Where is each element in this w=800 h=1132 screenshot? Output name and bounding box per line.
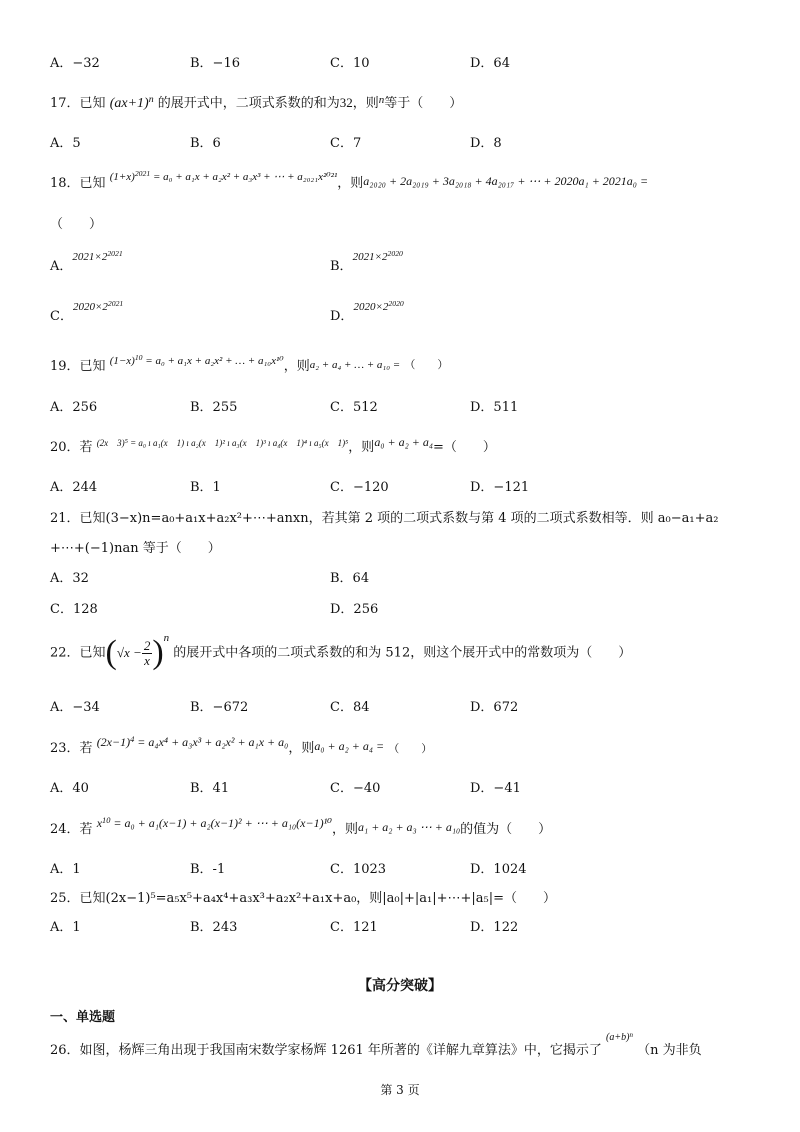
q22-option-c: C．84 [330, 700, 370, 715]
page-number: 第 3 页 [380, 1083, 420, 1097]
question-20 [50, 436, 496, 455]
q21-option-b: B．64 [330, 571, 370, 586]
q17-sum: 32 [339, 95, 353, 110]
question-22 [50, 628, 631, 678]
q24-option-a: A．1 [50, 862, 81, 877]
q18-option-a: A．$^{2021\times 2^{2021}}$ [50, 249, 123, 274]
q17-var: n [378, 94, 385, 106]
q23-paren: （ ） [388, 742, 433, 755]
q19-expr: (1−x)10 = a₀ + a₁x + a₂x² + … + a₁₀x¹⁰ [109, 353, 284, 367]
question-24 [50, 815, 552, 837]
q24-expr2: a₁ + a₂ + a₃ ⋯ + a₁₀ [358, 820, 461, 834]
section-subtitle: 一、单选题 [50, 1010, 116, 1025]
q22-sqrt: √x − [116, 645, 142, 660]
q18-option-c: C．$^{2020\times 2^{2021}}$ [50, 299, 124, 324]
q17-option-d: D．8 [470, 136, 502, 151]
q17-text: 的展开式中，二项式系数的和为 [157, 96, 340, 111]
question-26 [50, 1030, 702, 1058]
q16-option-d: D．64 [470, 56, 510, 71]
q16-option-b: B．−16 [190, 56, 240, 71]
q18-then: ，则 [337, 176, 364, 191]
q19-paren: （ ） [404, 358, 449, 371]
q22-fraction: $\frac{2}{x}$ [143, 637, 151, 668]
q23-then: ，则 [288, 741, 315, 756]
q23-option-d: D．−41 [470, 781, 521, 796]
q22-right-paren: ) [152, 634, 164, 671]
q24-expr: $x^{10} = a_0 + a_1(x-1) + a_2(x-1)^2$ + ⋯ + a₁₀(x−1)¹⁰ [96, 815, 332, 830]
q21-line1: 21．已知(3−x)n=a₀+a₁x+a₂x²+⋯+anxn，若其第 2 项的二项式系数与第 4 项的二项式系数相等．则 a₀−a₁+a₂ [50, 511, 719, 526]
q21-option-a: A．32 [50, 571, 89, 586]
q20-option-c: C．−120 [330, 480, 389, 495]
q17-ask: 等于（ ） [384, 96, 463, 111]
q19-option-c: C．512 [330, 400, 378, 415]
q23-option-b: B．41 [190, 781, 230, 796]
q23-expr: $(2x-1)^4 = a_4x^4 + a_3x^3 + a_2x^2 + a_1x + a_0$ [96, 734, 289, 749]
question-25: 25．已知(2x−1)⁵=a₅x⁵+a₄x⁴+a₃x³+a₂x²+a₁x+a₀，则|a₀|+|a₁|+⋯+|a₅|=（ ） [50, 891, 557, 906]
q19-expr2: a₂ + a₄ + … + a₁₀ = [309, 359, 401, 371]
q22-option-b: B．−672 [190, 700, 249, 715]
q21-option-c: C．128 [50, 602, 98, 617]
q23-expr2: a₀ + a₂ + a₄ = [314, 739, 385, 753]
q25-option-c: C．121 [330, 920, 378, 935]
q26-expr: (a+b)n [606, 1030, 633, 1043]
q22-prefix: 22．已知 [50, 645, 106, 661]
q21-option-d: D．256 [330, 602, 379, 617]
question-18 [50, 169, 649, 191]
section-title: 【高分突破】 [358, 978, 442, 994]
q16-option-a: A．−32 [50, 56, 100, 71]
q23-option-c: C．−40 [330, 781, 381, 796]
q18-expr2: a₂₀₂₀ + 2a₂₀₁₉ + 3a₂₀₁₈ + 4a₂₀₁₇ + ⋯ + 2020a₁ + 2021a₀ = [363, 174, 649, 188]
q17-then: ，则 [352, 96, 379, 111]
q25-option-a: A．1 [50, 920, 81, 935]
q18-prefix: 18．已知 [50, 176, 106, 191]
q20-option-d: D．−121 [470, 480, 530, 495]
q22-left-paren: ( [105, 634, 117, 671]
q24-option-d: D．1024 [470, 862, 527, 877]
q24-ask: 的值为（ ） [460, 822, 552, 837]
q20-ask: =（ ） [433, 440, 496, 455]
q19-then: ，则 [283, 359, 310, 374]
q17-prefix: 17．已知 [50, 96, 106, 111]
q23-prefix: 23．若 [50, 741, 93, 756]
q16-option-c: C．10 [330, 56, 370, 71]
q25-option-d: D．122 [470, 920, 519, 935]
q24-prefix: 24．若 [50, 822, 93, 837]
q18-expr: (1+x)2021 = a₀ + a₁x + a₂x² + a₃x³ + ⋯ + a₂₀₂₁x²⁰²¹ [109, 169, 338, 183]
q24-option-b: B．-1 [190, 862, 226, 877]
q17-option-a: A．5 [50, 136, 81, 151]
q24-then: ，则 [332, 822, 359, 837]
q21-line2: +⋯+(−1)nan 等于（ ） [50, 541, 221, 556]
q18-option-d: D．$^{2020\times 2^{2020}}$ [330, 299, 404, 324]
q19-option-a: A．256 [50, 400, 98, 415]
q19-option-b: B．255 [190, 400, 238, 415]
q25-option-b: B．243 [190, 920, 238, 935]
q20-expr2: a₀ + a₂ + a₄ [374, 435, 434, 449]
q23-option-a: A．40 [50, 781, 89, 796]
q17-expr: $(ax+1)^n$ [109, 94, 154, 111]
q26-text: 26．如图，杨辉三角出现于我国南宋数学家杨辉 1261 年所著的《详解九章算法》中，它揭示了 [50, 1043, 602, 1058]
q24-option-c: C．1023 [330, 862, 387, 877]
q22-option-d: D．672 [470, 700, 519, 715]
q20-option-a: A．244 [50, 480, 98, 495]
question-17 [50, 92, 462, 112]
q17-option-b: B．6 [190, 136, 221, 151]
q19-prefix: 19．已知 [50, 359, 106, 374]
q18-option-b: B．$^{2021\times 2^{2020}}$ [330, 249, 403, 274]
q17-option-c: C．7 [330, 136, 362, 151]
q19-option-d: D．511 [470, 400, 519, 415]
q20-then: ，则 [348, 440, 375, 455]
q20-prefix: 20．若 [50, 440, 93, 455]
q18-paren: （ ） [50, 217, 103, 232]
q20-expr: (2x 3)5 = a₀ ı a₁(x 1) ı a₂(x 1)² ı a₃(x 1)³ ı a₄(x 1)⁴ ı a₅(x 1)⁵ [96, 437, 349, 448]
q26-tail: （n 为非负 [637, 1043, 702, 1058]
q20-option-b: B．1 [190, 480, 221, 495]
question-19 [50, 355, 448, 374]
q22-exp: n [163, 631, 170, 644]
q22-option-a: A．−34 [50, 700, 100, 715]
question-23 [50, 734, 433, 756]
q22-text: 的展开式中各项的二项式系数的和为 512，则这个展开式中的常数项为（ ） [173, 645, 632, 661]
